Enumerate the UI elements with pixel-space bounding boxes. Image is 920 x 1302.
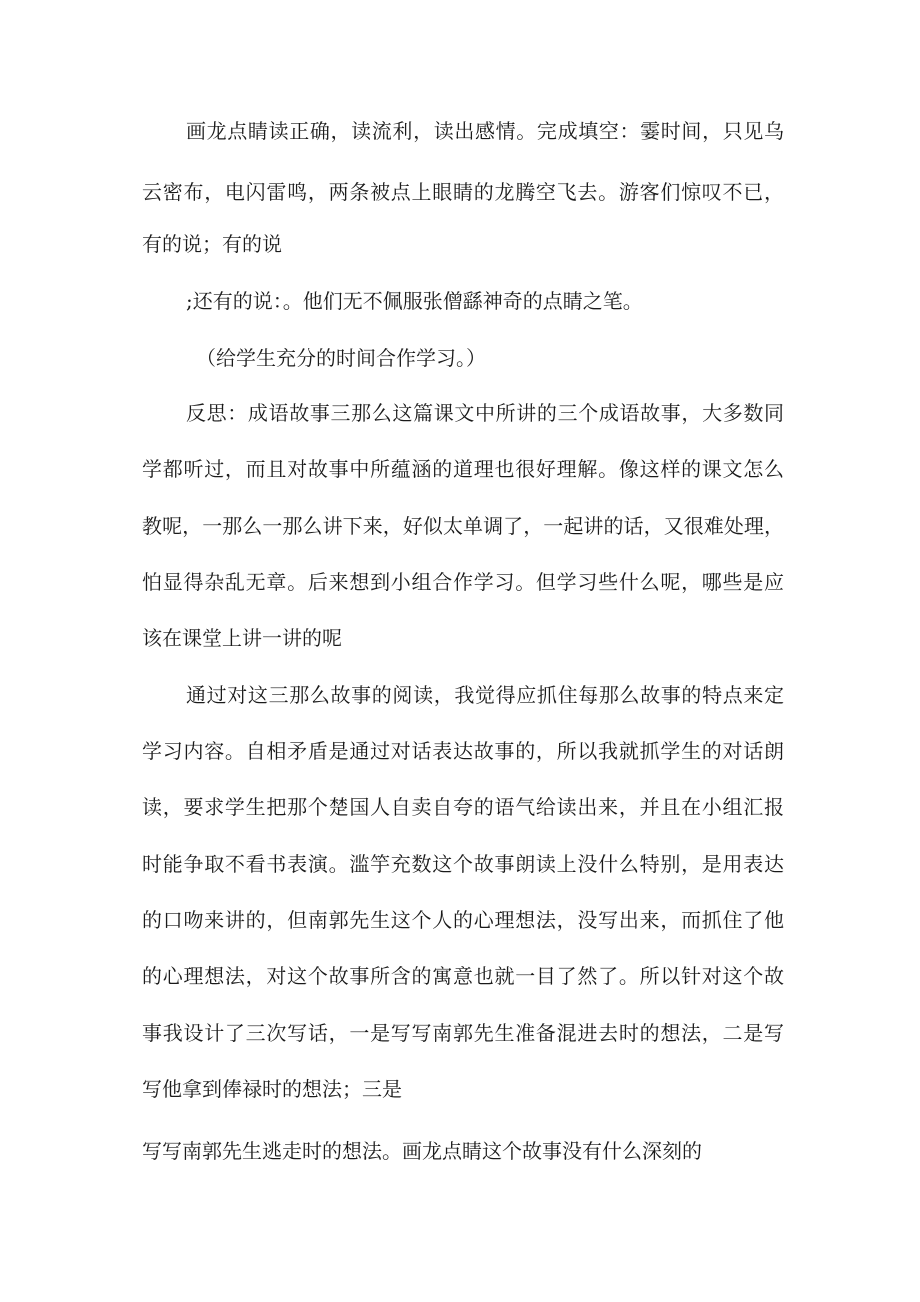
text-line: 通过对这三那么故事的阅读，我觉得应抓住每那么故事的特点来定 xyxy=(186,683,784,707)
text-line: 反思：成语故事三那么这篇课文中所讲的三个成语故事，大多数同 xyxy=(186,401,784,425)
text-line: （给学生充分的时间合作学习。） xyxy=(196,346,486,370)
text-line: 学都听过，而且对故事中所蕴涵的道理也很好理解。像这样的课文怎么 xyxy=(142,457,784,481)
text-line: 怕显得杂乱无章。后来想到小组合作学习。但学习些什么呢，哪些是应 xyxy=(142,570,784,594)
text-line: 时能争取不看书表演。滥竽充数这个故事朗读上没什么特别，是用表达 xyxy=(142,852,784,876)
text-line: ;还有的说：。他们无不佩服张僧繇神奇的点睛之笔。 xyxy=(186,289,643,313)
text-line: 云密布，电闪雷鸣，两条被点上眼睛的龙腾空飞去。游客们惊叹不已， xyxy=(142,180,784,204)
text-line: 的心理想法，对这个故事所含的寓意也就一目了然了。所以针对这个故 xyxy=(142,964,784,988)
text-line: 有的说；有的说 xyxy=(142,232,282,256)
text-line: 读，要求学生把那个楚国人自卖自夸的语气给读出来，并且在小组汇报 xyxy=(142,795,784,819)
text-line: 的口吻来讲的，但南郭先生这个人的心理想法，没写出来，而抓住了他 xyxy=(142,908,784,932)
text-line: 教呢，一那么一那么讲下来，好似太单调了，一起讲的话，又很难处理， xyxy=(142,514,784,538)
text-line: 学习内容。自相矛盾是通过对话表达故事的，所以我就抓学生的对话朗 xyxy=(142,739,784,763)
text-line: 事我设计了三次写话，一是写写南郭先生准备混进去时的想法，二是写 xyxy=(142,1021,784,1045)
text-line: 写写南郭先生逃走时的想法。画龙点睛这个故事没有什么深刻的 xyxy=(142,1139,702,1163)
text-line: 写他拿到俸禄时的想法；三是 xyxy=(142,1077,402,1101)
text-line: 该在课堂上讲一讲的呢 xyxy=(142,626,342,650)
text-line: 画龙点睛读正确，读流利，读出感情。完成填空：霎时间，只见乌 xyxy=(186,119,784,143)
